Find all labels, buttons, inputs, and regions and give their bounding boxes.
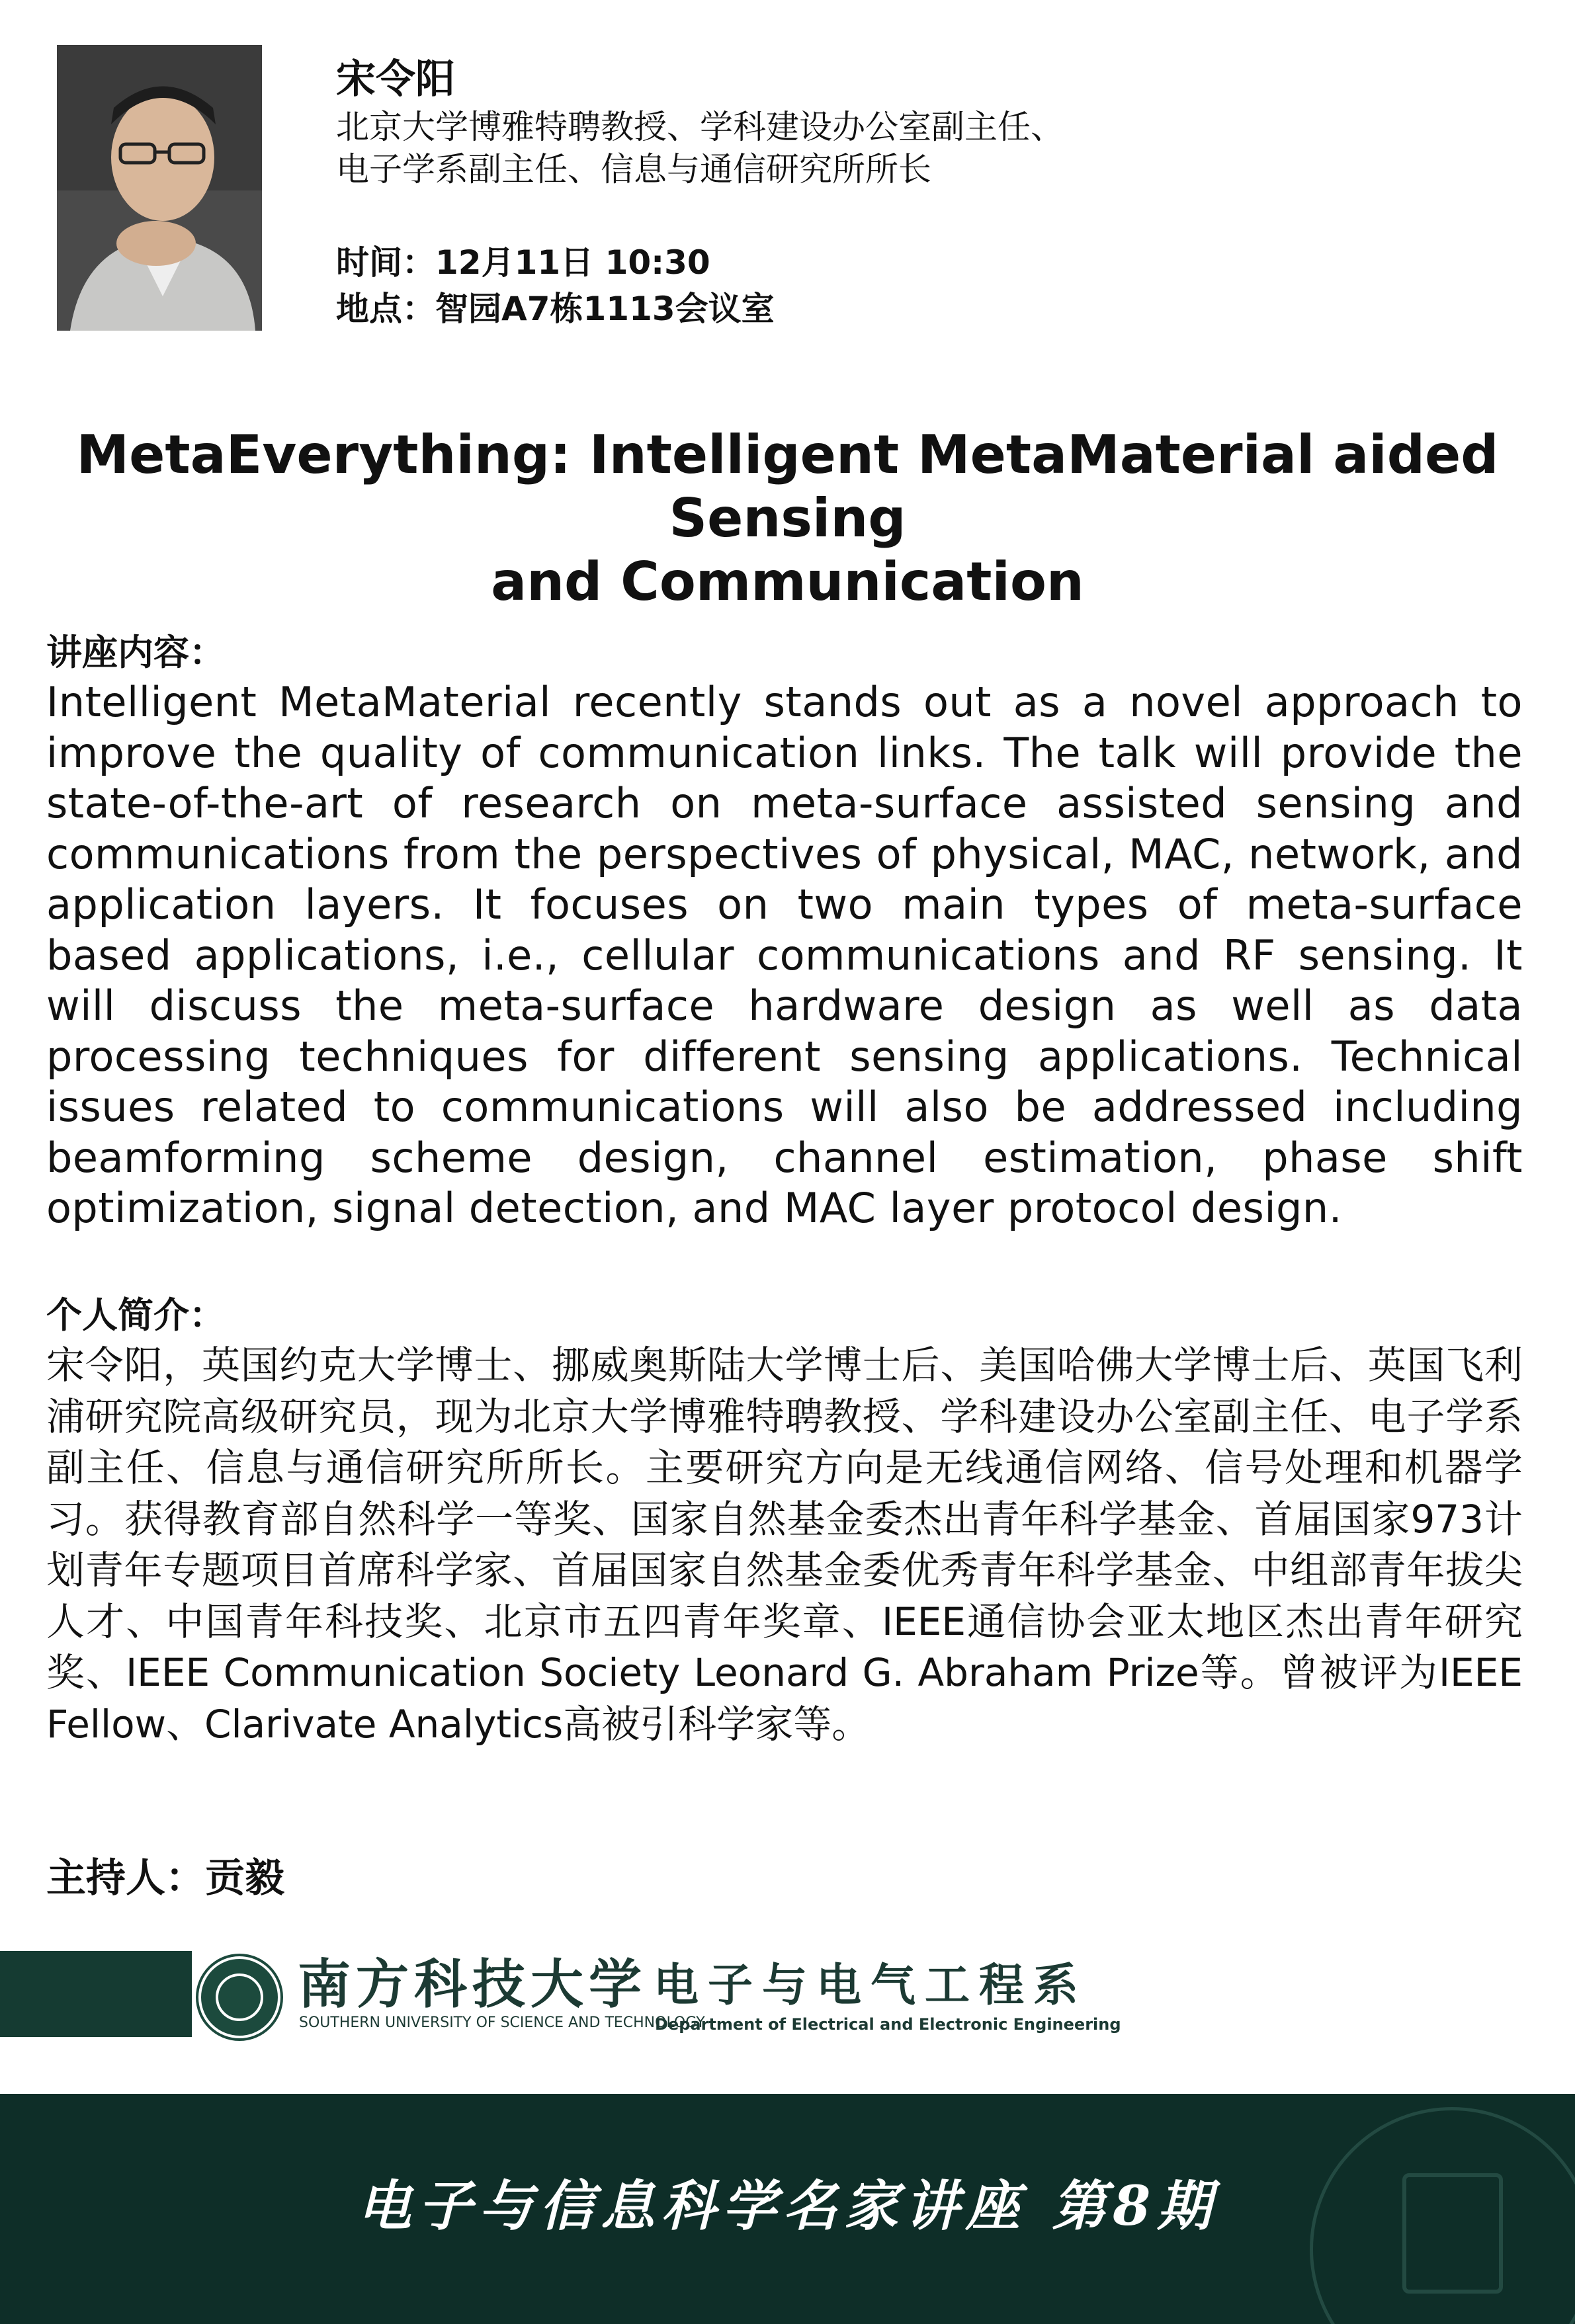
- speaker-info: [336, 53, 1064, 190]
- lecture-series-title: 电子与信息科学名家讲座 第8期: [357, 2175, 1218, 2238]
- band-accent: [0, 1951, 192, 2037]
- content-text: Intelligent MetaMaterial recently stands out as a novel approach to improve the quality of communication links. The talk will provide the state-of-the-art of research on meta-surface assisted sensing and communications from the perspectives of physical, MAC, network, and application layers. It focuses on two main types of meta-surface based applications, i.e., cellular communications and RF sensing. It will discuss the meta-surface hardware design as well as data processing techniques for different sensing applications. Technical issues related to communications will also be addressed including beamforming scheme design, channel estimation, phase shift optimization, signal detection, and MAC layer protocol design.: [46, 678, 1523, 1232]
- host-line: 主持人：贡毅: [46, 1855, 284, 1901]
- event-location: 地点：智园A7栋1113会议室: [336, 290, 775, 328]
- department-name-cn: 电子与电气工程系: [654, 1959, 1088, 2012]
- bio-text: 宋令阳，英国约克大学博士、挪威奥斯陆大学博士后、美国哈佛大学博士后、英国飞利浦研究院高级研究员，现为北京大学博雅特聘教授、学科建设办公室副主任、电子学系副主任、信息与通信研究所所长。主要研究方向是无线通信网络、信号处理和机器学习。获得教育部自然科学一等奖、国家自然基金委杰出青年科学基金、首届国家973计划青年专题项目首席科学家、首届国家自然基金委优秀青年科学基金、中组部青年拔尖人才、中国青年科技奖、北京市五四青年奖章、IEEE通信协会亚太地区杰出青年研究奖、IEEE Communication Society Leonard G. Abraham Prize等。曾被评为IEEE Fellow、Clarivate Analytics高被引科学家等。: [46, 1343, 1523, 1747]
- department-name-en: Department of Electrical and Electronic Engineering: [655, 2015, 1121, 2034]
- talk-title-line-1: MetaEverything: Intelligent MetaMaterial aided Sensing: [76, 424, 1499, 549]
- university-name-cn: 南方科技大学: [298, 1953, 647, 2015]
- bio-section: [46, 1291, 1523, 1750]
- speaker-portrait-illustration: [57, 45, 262, 331]
- event-meta: [336, 239, 775, 332]
- university-seal-icon: [198, 1956, 280, 2038]
- speaker-photo: [57, 45, 262, 331]
- footer-banner: [0, 2094, 1575, 2324]
- talk-title: [26, 423, 1549, 614]
- event-time: 时间：12月11日 10:30: [336, 243, 710, 282]
- content-heading: 讲座内容：: [46, 632, 225, 673]
- speaker-title-line-2: 电子学系副主任、信息与通信研究所所长: [336, 150, 931, 188]
- speaker-title-line-1: 北京大学博雅特聘教授、学科建设办公室副主任、: [336, 108, 1064, 146]
- speaker-name: 宋令阳: [336, 56, 455, 103]
- university-name-en: SOUTHERN UNIVERSITY OF SCIENCE AND TECHNOLOGY: [299, 2014, 705, 2031]
- content-section: [46, 628, 1523, 1234]
- seal-inner-ring: [216, 1973, 263, 2021]
- bio-heading: 个人简介：: [46, 1294, 225, 1336]
- talk-title-line-2: and Communication: [491, 551, 1084, 612]
